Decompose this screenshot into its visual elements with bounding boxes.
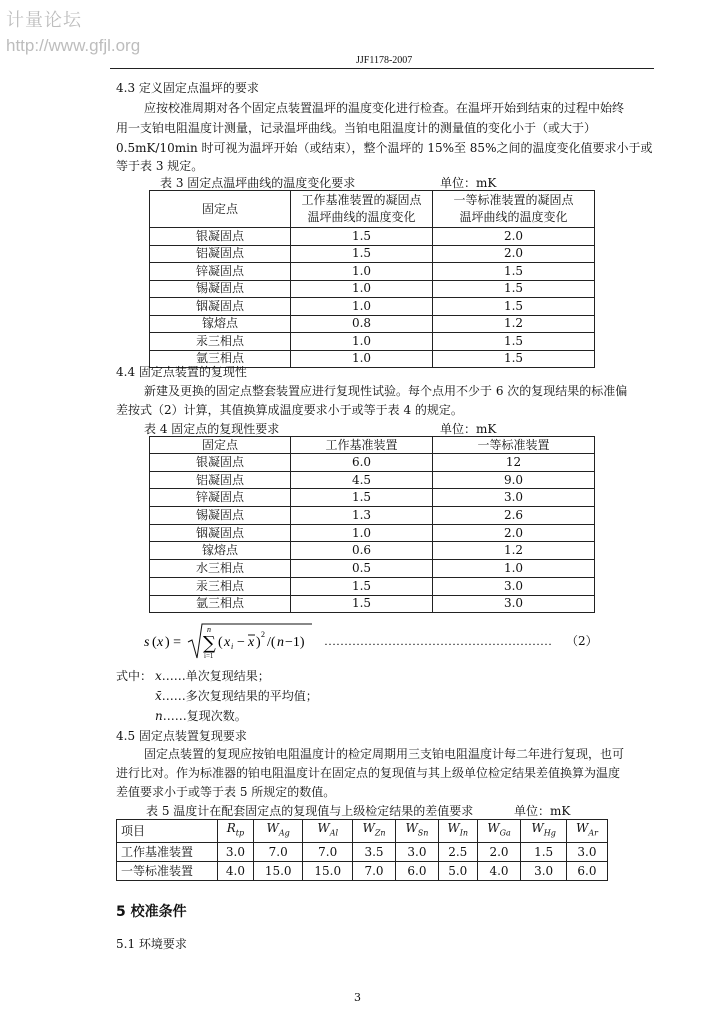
svg-text:x: x bbox=[224, 635, 231, 650]
table-cell: 氩三相点 bbox=[150, 595, 291, 613]
table-cell: 1.5 bbox=[291, 489, 433, 507]
table-row bbox=[150, 228, 595, 246]
section-4-3-line: 等于表 3 规定。 bbox=[116, 159, 204, 173]
table-row bbox=[150, 507, 595, 525]
table-cell: 0.8 bbox=[291, 315, 433, 333]
table-row bbox=[150, 280, 595, 298]
table-header-row bbox=[150, 191, 595, 228]
legend-text: ……多次复现结果的平均值； bbox=[161, 689, 318, 703]
table-5 bbox=[116, 819, 608, 881]
table-cell: 1.3 bbox=[291, 507, 433, 525]
table-header-cell: 项目 bbox=[117, 820, 218, 843]
table-cell: 3.0 bbox=[396, 843, 439, 862]
table-cell: 1.0 bbox=[291, 263, 433, 281]
table-cell: 镓熔点 bbox=[150, 315, 291, 333]
table-cell: 4.0 bbox=[477, 862, 521, 881]
table-cell: 1.0 bbox=[291, 524, 433, 542]
svg-text:(: ( bbox=[218, 635, 223, 650]
table-5-unit: 单位：mK bbox=[514, 804, 571, 818]
table-cell: 水三相点 bbox=[150, 560, 291, 578]
svg-text:…………………………………………………: ………………………………………………… bbox=[324, 634, 552, 648]
table-header-cell: 固定点 bbox=[150, 191, 291, 228]
table-cell: 3.0 bbox=[218, 843, 254, 862]
table-row bbox=[150, 333, 595, 351]
table-cell: 一等标准装置 bbox=[117, 862, 218, 881]
table-cell: 3.0 bbox=[433, 595, 595, 613]
legend-item bbox=[155, 686, 318, 706]
table-row bbox=[150, 489, 595, 507]
table-cell: 1.5 bbox=[433, 333, 595, 351]
section-5-1-title: 5.1 环境要求 bbox=[116, 937, 187, 951]
table-cell: 银凝固点 bbox=[150, 454, 291, 472]
table-header-cell: 工作基准装置的凝固点 温坪曲线的温度变化 bbox=[291, 191, 433, 228]
legend-item bbox=[155, 706, 247, 726]
section-4-5-line: 进行比对。作为标准器的铂电阻温度计在固定点的复现值与其上级单位检定结果差值换算为温度 bbox=[116, 766, 621, 780]
table-row bbox=[150, 454, 595, 472]
watermark-title: 计量论坛 bbox=[6, 10, 82, 31]
section-4-5-line: 差值要求小于或等于表 5 所规定的数值。 bbox=[116, 785, 336, 799]
table-cell: 1.0 bbox=[291, 350, 433, 368]
table-3 bbox=[149, 190, 595, 368]
table-cell: 氩三相点 bbox=[150, 350, 291, 368]
table-cell: 0.5 bbox=[291, 560, 433, 578]
section-4-4-line: 差按式（2）计算，其值换算成温度要求小于或等于表 4 的规定。 bbox=[116, 403, 463, 417]
svg-text:n: n bbox=[277, 635, 284, 650]
svg-text:/(: /( bbox=[267, 635, 276, 650]
table-5-caption: 表 5 温度计在配套固定点的复现值与上级检定结果的差值要求 bbox=[146, 804, 474, 818]
section-4-3-line: 用一支铂电阻温度计测量，记录温坪曲线。当铂电阻温度计的测量值的变化小于（或大于） bbox=[116, 121, 597, 135]
table-cell: 1.2 bbox=[433, 315, 595, 333]
section-4-5-title: 4.5 固定点装置复现要求 bbox=[116, 729, 247, 743]
legend-text: ……复现次数。 bbox=[162, 709, 247, 723]
table-cell: 4.0 bbox=[218, 862, 254, 881]
legend-symbol: n bbox=[155, 709, 163, 723]
svg-text:−1): −1) bbox=[285, 635, 305, 650]
table-cell: 银凝固点 bbox=[150, 228, 291, 246]
table-cell: 1.5 bbox=[521, 843, 567, 862]
svg-text:x: x bbox=[157, 635, 164, 650]
svg-text:(: ( bbox=[152, 635, 157, 650]
table-cell: 3.0 bbox=[433, 577, 595, 595]
table-header-cell: 一等标准装置 bbox=[433, 437, 595, 454]
table-cell: 6.0 bbox=[396, 862, 439, 881]
document-code: JJF1178-2007 bbox=[356, 55, 413, 66]
table-cell: 7.0 bbox=[303, 843, 353, 862]
table-cell: 6.0 bbox=[566, 862, 607, 881]
svg-text:2: 2 bbox=[261, 630, 265, 639]
section-4-3-line: 应按校准周期对各个固定点装置温坪的温度变化进行检查。在温坪开始到结束的过程中始终 bbox=[144, 101, 625, 115]
table-header-cell: 固定点 bbox=[150, 437, 291, 454]
svg-text:): ) bbox=[256, 635, 261, 650]
table-cell: 2.0 bbox=[433, 245, 595, 263]
table-cell: 铝凝固点 bbox=[150, 471, 291, 489]
legend-text: ……单次复现结果； bbox=[161, 669, 270, 683]
table-row bbox=[150, 471, 595, 489]
table-cell: 3.0 bbox=[521, 862, 567, 881]
table-cell: 15.0 bbox=[253, 862, 303, 881]
table-cell: 锌凝固点 bbox=[150, 263, 291, 281]
formula-legend-intro: 式中： bbox=[116, 669, 153, 683]
table-row bbox=[150, 245, 595, 263]
table-cell: 3.5 bbox=[353, 843, 396, 862]
table-cell: 7.0 bbox=[253, 843, 303, 862]
table-header-cell: $R_{tp}$ bbox=[218, 820, 254, 843]
svg-text:−: − bbox=[237, 635, 245, 650]
table-row bbox=[117, 862, 608, 881]
table-cell: 工作基准装置 bbox=[117, 843, 218, 862]
table-cell: 6.0 bbox=[291, 454, 433, 472]
table-cell: 铝凝固点 bbox=[150, 245, 291, 263]
table-row bbox=[150, 298, 595, 316]
table-cell: 1.0 bbox=[433, 560, 595, 578]
table-4-unit: 单位：mK bbox=[440, 422, 497, 436]
table-cell: 汞三相点 bbox=[150, 333, 291, 351]
table-header-cell: 一等标准装置的凝固点 温坪曲线的温度变化 bbox=[433, 191, 595, 228]
table-cell: 1.0 bbox=[291, 333, 433, 351]
svg-text:x: x bbox=[248, 635, 255, 650]
table-cell: 2.0 bbox=[433, 524, 595, 542]
table-cell: 锌凝固点 bbox=[150, 489, 291, 507]
section-4-3-line: 0.5mK/10min 时可视为温坪开始（或结束），整个温坪的 15%至 85%之间的温度变化值要求小于或 bbox=[116, 141, 653, 155]
section-4-4-line: 新建及更换的固定点整套装置应进行复现性试验。每个点用不少于 6 次的复现结果的标准偏 bbox=[144, 384, 628, 398]
table-cell: 1.5 bbox=[433, 350, 595, 368]
svg-text:∑: ∑ bbox=[203, 633, 216, 654]
section-4-3-title: 4.3 定义固定点温坪的要求 bbox=[116, 81, 259, 95]
formula-number: （2） bbox=[566, 634, 598, 648]
table-header-row bbox=[117, 820, 608, 843]
svg-text:n: n bbox=[207, 625, 211, 634]
table-cell: 7.0 bbox=[353, 862, 396, 881]
legend-symbol: x bbox=[155, 669, 162, 683]
table-3-unit: 单位：mK bbox=[440, 176, 497, 190]
section-4-4-title: 4.4 固定点装置的复现性 bbox=[116, 365, 247, 379]
table-3-caption: 表 3 固定点温坪曲线的温度变化要求 bbox=[160, 176, 356, 190]
table-header-cell: $W_{Ag}$ bbox=[253, 820, 303, 843]
section-4-5-line: 固定点装置的复现应按铂电阻温度计的检定周期用三支铂电阻温度计每二年进行复现，也可 bbox=[144, 747, 625, 761]
table-row bbox=[117, 843, 608, 862]
table-cell: 1.5 bbox=[433, 298, 595, 316]
table-cell: 1.5 bbox=[291, 245, 433, 263]
table-cell: 5.0 bbox=[438, 862, 477, 881]
table-header-cell: $W_{Ar}$ bbox=[566, 820, 607, 843]
section-5-title: 5 校准条件 bbox=[116, 904, 187, 920]
table-header-cell: 工作基准装置 bbox=[291, 437, 433, 454]
legend-symbol: x̄ bbox=[155, 689, 162, 703]
table-4 bbox=[149, 436, 595, 613]
table-cell: 铟凝固点 bbox=[150, 524, 291, 542]
svg-text:i: i bbox=[231, 642, 234, 651]
table-cell: 3.0 bbox=[566, 843, 607, 862]
table-row bbox=[150, 524, 595, 542]
table-cell: 锡凝固点 bbox=[150, 280, 291, 298]
table-header-cell: $W_{Al}$ bbox=[303, 820, 353, 843]
table-cell: 1.5 bbox=[433, 263, 595, 281]
svg-text:s: s bbox=[144, 635, 150, 650]
table-4-caption: 表 4 固定点的复现性要求 bbox=[144, 422, 280, 436]
legend-item bbox=[155, 666, 270, 686]
table-cell: 0.6 bbox=[291, 542, 433, 560]
table-cell: 15.0 bbox=[303, 862, 353, 881]
table-cell: 镓熔点 bbox=[150, 542, 291, 560]
table-header-cell: $W_{Ga}$ bbox=[477, 820, 521, 843]
table-cell: 锡凝固点 bbox=[150, 507, 291, 525]
table-cell: 1.5 bbox=[291, 577, 433, 595]
table-header-cell: $W_{Sn}$ bbox=[396, 820, 439, 843]
table-cell: 1.5 bbox=[291, 595, 433, 613]
page-number: 3 bbox=[354, 991, 361, 1004]
table-cell: 1.5 bbox=[291, 228, 433, 246]
table-cell: 1.0 bbox=[291, 298, 433, 316]
table-cell: 12 bbox=[433, 454, 595, 472]
standard-deviation-formula bbox=[144, 622, 604, 662]
header-rule bbox=[110, 68, 654, 69]
table-header-row bbox=[150, 437, 595, 454]
table-row bbox=[150, 315, 595, 333]
table-cell: 铟凝固点 bbox=[150, 298, 291, 316]
table-cell: 1.5 bbox=[433, 280, 595, 298]
table-cell: 2.0 bbox=[477, 843, 521, 862]
table-cell: 1.0 bbox=[291, 280, 433, 298]
table-cell: 9.0 bbox=[433, 471, 595, 489]
table-cell: 2.5 bbox=[438, 843, 477, 862]
table-row bbox=[150, 560, 595, 578]
svg-text:i=1: i=1 bbox=[204, 652, 214, 660]
table-header-cell: $W_{In}$ bbox=[438, 820, 477, 843]
table-header-cell: $W_{Hg}$ bbox=[521, 820, 567, 843]
svg-text:) =: ) = bbox=[165, 635, 182, 650]
table-row bbox=[150, 577, 595, 595]
table-cell: 2.0 bbox=[433, 228, 595, 246]
table-row bbox=[150, 595, 595, 613]
table-cell: 2.6 bbox=[433, 507, 595, 525]
table-row bbox=[150, 263, 595, 281]
table-cell: 4.5 bbox=[291, 471, 433, 489]
table-cell: 3.0 bbox=[433, 489, 595, 507]
table-cell: 1.2 bbox=[433, 542, 595, 560]
table-cell: 汞三相点 bbox=[150, 577, 291, 595]
table-header-cell: $W_{Zn}$ bbox=[353, 820, 396, 843]
table-row bbox=[150, 542, 595, 560]
watermark-url: http://www.gfjl.org bbox=[6, 36, 141, 55]
